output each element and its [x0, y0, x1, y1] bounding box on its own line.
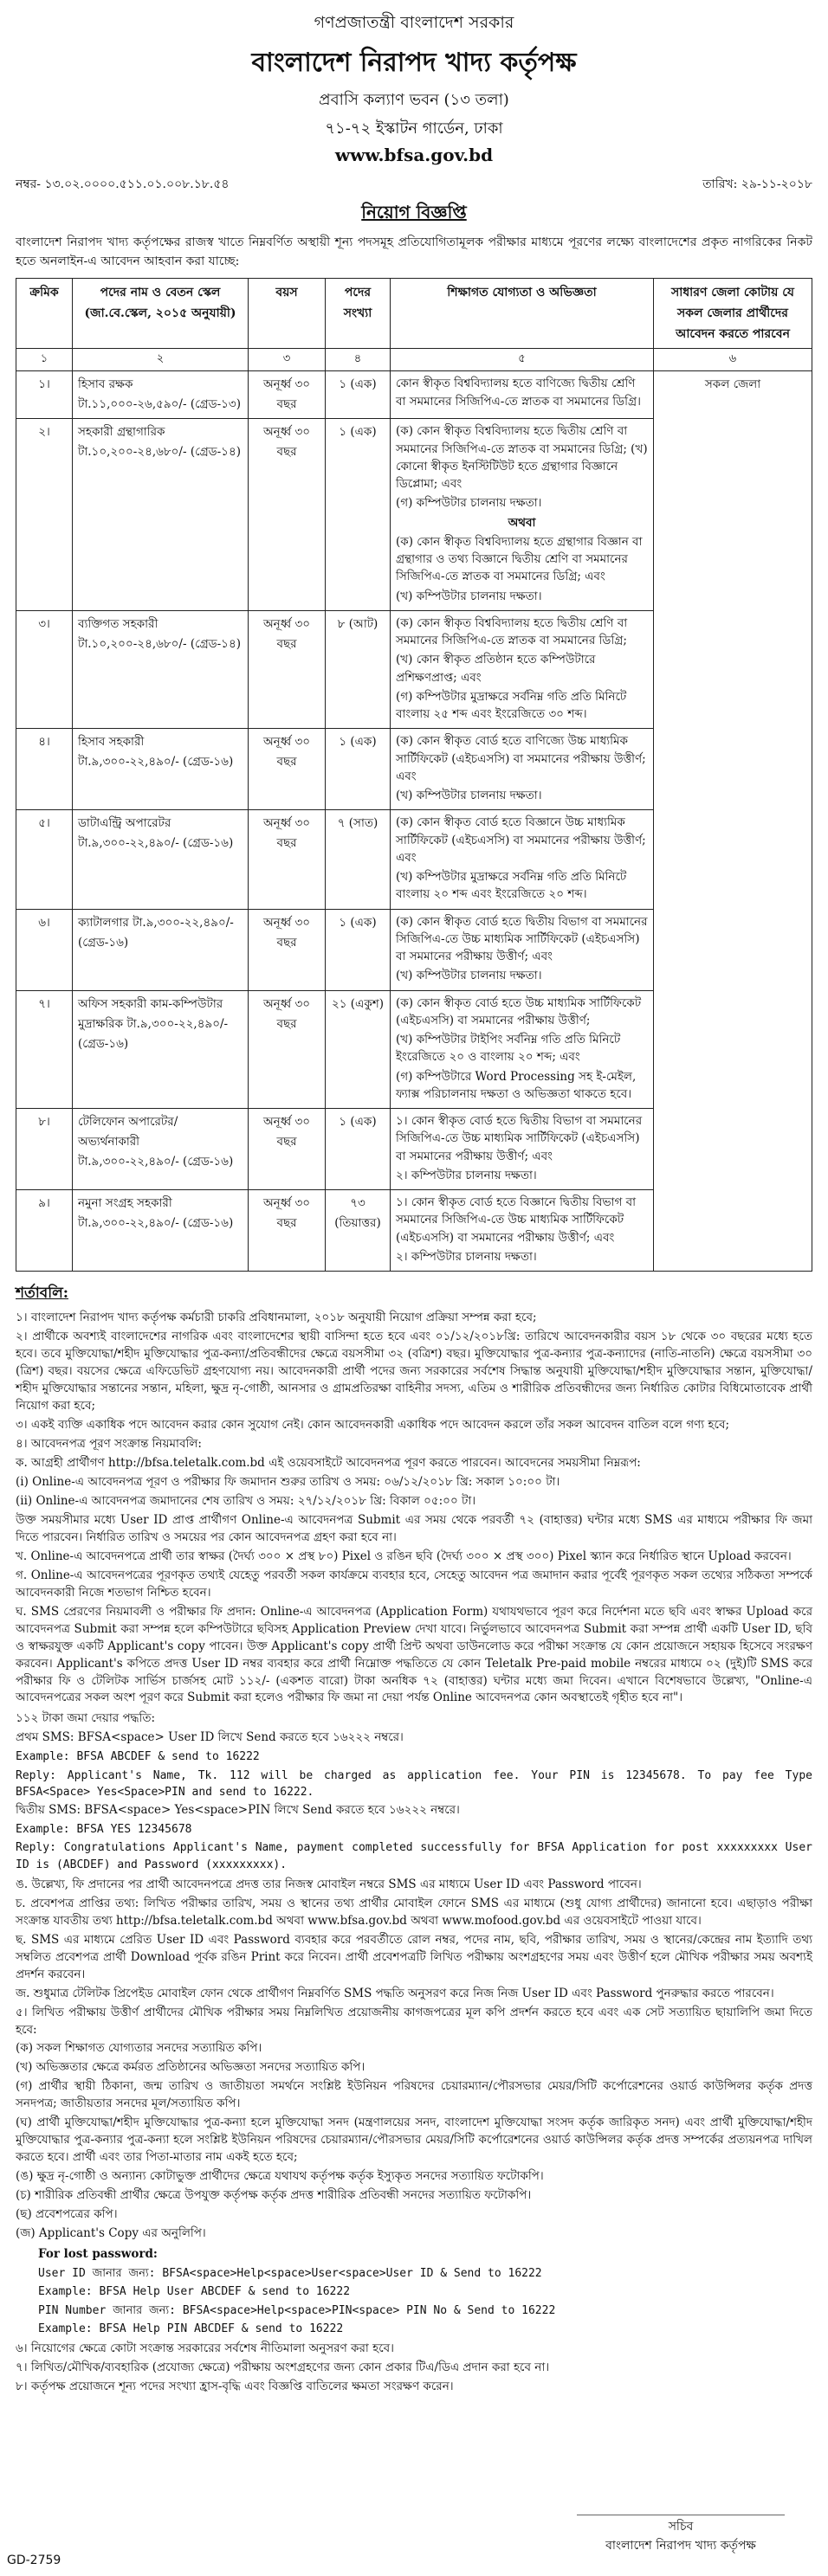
qualification-line: (গ) কম্পিউটারে Word Processing সহ ই-মেইল, ফ্যাক্স পরিচালনায় দক্ষতা ও অভিজ্ঞতা থাকতে হবে।	[396, 1069, 637, 1101]
age-cell: অনূর্ধ্ব ৩০ বছর	[249, 1190, 326, 1272]
serial-cell: ৫।	[16, 810, 73, 909]
post-cell: নমুনা সংগ্রহ সহকারী টা.৯,৩০০-২২,৪৯০/- (গ্রেড-১৬)	[73, 1190, 249, 1272]
qualification-line: (খ) কম্পিউটার মুদ্রাক্ষরে সর্বনিম্ন গতি প্রতি মিনিটে বাংলায় ২০ শব্দ এবং ইংরেজিতে ২০ শব্দ।	[396, 870, 627, 902]
qualification-line: (গ) কম্পিউটার চালনায় দক্ষতা।	[396, 496, 542, 511]
signatory-organization: বাংলাদেশ নিরাপদ খাদ্য কর্তৃপক্ষ	[605, 2539, 756, 2553]
serial-cell: ৯।	[16, 1190, 73, 1272]
age-cell: অনূর্ধ্ব ৩০ বছর	[249, 729, 326, 810]
qualification-line: (ক) কোন স্বীকৃত বিশ্ববিদ্যালয় হতে গ্রন্থাগার বিজ্ঞান বা গ্রন্থাগার ও তথ্য বিজ্ঞানে দ্বিতীয় শ্রেণি বা সমমানের সিজিপিএ-তে স্নাতক বা সমমানের ডিগ্রি; এবং	[396, 534, 643, 584]
condition-item: খ. Online-এ আবেদনপত্রে প্রার্থী তার স্বাক্ষর (দৈর্ঘ্য ৩০০ × প্রস্থ ৮০) Pixel ও রঙিন ছবি (দৈর্ঘ্য ৩০০ × প্রস্থ ৩০০) Pixel স্ক্যান করে নির্ধারিত স্থানে Upload করবেন।	[16, 1549, 792, 1563]
conditions-title: শর্তাবলি:	[16, 1285, 69, 1303]
condition-item: (ঘ) প্রার্থী মুক্তিযোদ্ধা/শহীদ মুক্তিযোদ্ধার পুত্র-কন্যা হলে মুক্তিযোদ্ধা সনদ (মন্ত্রণালয়ের সনদ, বাংলাদেশ মুক্তিযোদ্ধা সংসদ কর্তৃক জারিকৃত সনদ) এবং প্রার্থী মুক্তিযোদ্ধা/শহীদ মুক্তিযোদ্ধার পুত্র-কন্যার পুত্র-কন্যা হলে সংশ্লিষ্ট ইউনিয়ন পরিষদের চেয়ারম্যান/পৌরসভার মেয়র/সিটি কর্পোরেশনের ওয়ার্ড কাউন্সিলর কর্তৃক প্রদত্ত সম্পর্কের প্রত্যয়নপত্র দাখিল করতে হবে। প্রার্থী এবং তার পিতা-মাতার নাম একই হতে হবে;	[16, 2116, 812, 2165]
qualification-line: (ক) কোন স্বীকৃত বিশ্ববিদ্যালয় হতে দ্বিতীয় শ্রেণি বা সমমানের সিজিপিএ-তে স্নাতক বা সমমানের ডিগ্রি;	[396, 615, 628, 648]
condition-item: উক্ত সময়সীমার মধ্যে User ID প্রাপ্ত প্রার্থীগণ Online-এ আবেদনপত্র Submit এর সময় থেকে পরবর্তী ৭২ (বাহাত্তর) ঘন্টার মধ্যে SMS এর মাধ্যমে পরীক্ষার ফি জমা দিতে পারবেন। নির্ধারিত তারিখ ও সময়ের পর কোন আবেদনপত্র গ্রহণ করা হবে না।	[16, 1512, 812, 1544]
sms-first-example: Example: BFSA ABCDEF & send to 16222	[16, 1750, 260, 1764]
age-cell: অনূর্ধ্ব ৩০ বছর	[249, 419, 326, 611]
lost-password-block	[16, 2246, 812, 2337]
memo-row	[16, 174, 812, 195]
lost-pin-instruction: PIN Number জানার জন্য: BFSA<space>Help<space>PIN<space> PIN No & Send to 16222	[38, 2303, 556, 2317]
government-name: গণপ্রজাতন্ত্রী বাংলাদেশ সরকার	[314, 13, 514, 32]
count-cell: ৭৩ (তিয়াত্তর)	[326, 1190, 391, 1272]
intro-paragraph: বাংলাদেশ নিরাপদ খাদ্য কর্তৃপক্ষের রাজস্ব খাতে নিম্নবর্ণিত অস্থায়ী শূন্য পদসমূহ প্রতিযোগিতামূলক পরীক্ষার মাধ্যমে পূরণের লক্ষ্যে বাংলাদেশের প্রকৃত নাগরিকের নিকট হতে অনলাইন-এ আবেদন আহবান করা যাচ্ছে:	[16, 235, 812, 268]
condition-item: ১। বাংলাদেশ নিরাপদ খাদ্য কর্তৃপক্ষ কর্মচারী চাকরি প্রবিধানমালা, ২০১৮ অনুযায়ী নিয়োগ প্রক্রিয়া সম্পন্ন করা হবে;	[16, 1311, 537, 1325]
serial-cell: ৬।	[16, 909, 73, 990]
sms-fee-note: ১১২ টাকা জমা দেয়ার পদ্ধতি:	[16, 1711, 156, 1726]
sms-second-label: দ্বিতীয় SMS: BFSA<space> Yes<space>PIN লিখে Send করতে হবে ১৬২২২ নম্বরে।	[16, 1803, 460, 1818]
conditions-list-final	[16, 2341, 812, 2396]
serial-cell: ৩।	[16, 610, 73, 729]
post-cell: টেলিফোন অপারেটর/ অভ্যর্থনাকারী টা.৯,৩০০-২২,৪৯০/- (গ্রেড-১৬)	[73, 1109, 249, 1190]
post-cell: হিসাব রক্ষক টা.১১,০০০-২৬,৫৯০/- (গ্রেড-১৩)	[73, 371, 249, 419]
condition-item: ৪। আবেদনপত্র পূরণ সংক্রান্ত নিয়মাবলি:	[16, 1436, 202, 1451]
qualification-line: (খ) কম্পিউটার টাইপিং সর্বনিম্ন গতি প্রতি মিনিটে ইংরেজিতে ২০ ও বাংলায় ২০ শব্দ; এবং	[396, 1033, 621, 1065]
qualification-cell	[391, 990, 654, 1109]
count-cell: ১ (এক)	[326, 1109, 391, 1190]
condition-item: ২। প্রার্থীকে অবশ্যই বাংলাদেশের নাগরিক এবং বাংলাদেশের স্থায়ী বাসিন্দা হতে হবে এবং ০১/১২/২০১৮খ্রি: তারিখে আবেদনকারীর বয়স ১৮ থেকে ৩০ বছরের মধ্যে হতে হবে। তবে মুক্তিযোদ্ধা/শহীদ মুক্তিযোদ্ধার পুত্র-কন্যা/প্রতিবন্ধীদের ক্ষেত্রে বয়সসীমা ৩২ (বত্রিশ) বছর। মুক্তিযোদ্ধার পুত্র-কন্যার পুত্র-কন্যাদের (নাতি-নাতনি) ক্ষেত্রে বয়সসীমা ৩০ (ত্রিশ) বছর। বয়সের ক্ষেত্রে এফিডেভিট গ্রহণযোগ্য নয়। আবেদনকারী প্রার্থী পদের জন্য সরকারের সর্বশেষ সিদ্ধান্ত অনুযায়ী মুক্তিযোদ্ধা/শহীদ মুক্তিযোদ্ধার সন্তান, মুক্তিযোদ্ধা/শহীদ মুক্তিযোদ্ধার সন্তানের সন্তান, মহিলা, ক্ষুদ্র নৃ-গোষ্ঠী, আনসার ও গ্রামপ্রতিরক্ষা বাহিনীর সদস্য, এতিম ও শারীরিক প্রতিবন্ধীদের জন্য নির্ধারিত কোটার বিধিমোতাবেক প্রার্থী নিয়োগ করা হবে;	[16, 1330, 812, 1413]
post-cell: সহকারী গ্রন্থাগারিক টা.১০,২০০-২৪,৬৮০/- (গ্রেড-১৪)	[73, 419, 249, 611]
table-row	[16, 371, 812, 419]
column-number: ৪	[326, 349, 391, 371]
condition-item: (ছ) প্রবেশপত্রের কপি।	[16, 2207, 118, 2222]
qualification-cell	[391, 371, 654, 419]
sms-second-example: Example: BFSA YES 12345678	[16, 1823, 192, 1837]
condition-item: চ. প্রবেশপত্র প্রাপ্তির তথ্য: লিখিত পরীক্ষার তারিখ, সময় ও স্থানের তথ্য প্রার্থীর মোবাইল ফোনে SMS এর মাধ্যমে (শুধু যোগ্য প্রার্থীদের) জানানো হবে। এছাড়াও পরীক্ষা সংক্রান্ত যাবতীয় তথ্য http://bfsa.teletalk.com.bd অথবা www.bfsa.gov.bd অথবা www.mofood.gov.bd এর ওয়েবসাইটে পাওয়া যাবে।	[16, 1896, 812, 1928]
lost-user-id-instruction: User ID জানার জন্য: BFSA<space>Help<space>User<space>User ID & Send to 16222	[38, 2267, 542, 2281]
qualification-line: ১। কোন স্বীকৃত বোর্ড হতে বিজ্ঞানে দ্বিতীয় বিভাগ বা সমমানের সিজিপিএ-তে উচ্চ মাধ্যমিক সার্টিফিকেট (এইচএসসি) বা সমমানের পরীক্ষায় উত্তীর্ণ; এবং	[396, 1195, 637, 1245]
condition-item: ৭। লিখিত/মৌখিক/ব্যবহারিক (প্রযোজ্য ক্ষেত্রে) পরীক্ষায় অংশগ্রহণের জন্য কোন প্রকার টিএ/ডিএ প্রদান করা হবে না।	[16, 2360, 550, 2374]
qualification-line: (গ) কম্পিউটার মুদ্রাক্ষরে সর্বনিম্ন গতি প্রতি মিনিটে বাংলায় ২৫ শব্দ এবং ইংরেজিতে ৩০ শব্দ।	[396, 689, 627, 722]
qualification-cell	[391, 610, 654, 729]
qualification-line: (খ) কম্পিউটার চালনায় দক্ষতা।	[396, 789, 542, 803]
condition-item: ক. আগ্রহী প্রার্থীগণ http://bfsa.teletalk.com.bd এই ওয়েবসাইটে আবেদনপত্র পূরণ করতে পারবেন। আবেদনের সময়সীমা নিম্নরূপ:	[16, 1455, 641, 1470]
memo-date: তারিখ: ২৯-১১-২০১৮	[702, 177, 812, 191]
condition-item: (জ) Applicant's Copy এর অনুলিপি।	[16, 2226, 206, 2241]
lost-user-id-example: Example: BFSA Help User ABCDEF & send to 16222	[38, 2285, 351, 2299]
serial-cell: ১।	[16, 371, 73, 419]
column-number: ৬	[654, 349, 812, 371]
conditions-list	[16, 1310, 812, 1707]
condition-item: (ii) Online-এ আবেদনপত্র জমাদানের শেষ তারিখ ও সময়: ২৭/১২/২০১৮ খ্রি: বিকাল ০৫:০০ টা।	[16, 1493, 476, 1508]
qualification-line: (খ) কোন স্বীকৃত প্রতিষ্ঠান হতে কম্পিউটারে প্রশিক্ষণপ্রাপ্ত; এবং	[396, 653, 596, 685]
count-cell: ৭ (সাত)	[326, 810, 391, 909]
district-cell: সকল জেলা	[654, 371, 812, 1272]
sms-instructions	[16, 1710, 812, 1872]
condition-item: ঘ. SMS প্রেরণের নিয়মাবলী ও পরীক্ষার ফি প্রদান: Online-এ আবেদনপত্র (Application Form) যথাযথভাবে পূরণ করে নির্দেশনা মতে ছবি এবং স্বাক্ষর Upload করে আবেদনপত্র Submit করা সম্পন্ন হলে কম্পিউটারে ছবিসহ Application Preview দেখা যাবে। নির্ভুলভাবে আবেদনপত্র Submit করা সম্পন্ন প্রার্থী একটি User ID, ছবি ও স্বাক্ষরযুক্ত একটি Applicant's copy পাবেন। উক্ত Applicant's copy প্রার্থী প্রিন্ট অথবা ডাউনলোড করে পরীক্ষা সংক্রান্ত যে কোন প্রয়োজনে সহায়ক হিসেবে সংরক্ষণ করবেন। Applicant's কপিতে প্রদত্ত User ID নম্বর ব্যবহার করে প্রার্থী নিম্নোক্ত পদ্ধতিতে যে কোন Teletalk Pre-paid mobile নম্বরের মাধ্যমে ০২ (দুই)টি SMS করে পরীক্ষার ফি ও টেলিটক সার্ভিস চার্জসহ মোট ১১২/- (একশত বারো) টাকা অনধিক ৭২ (বাহাত্তর) ঘন্টার মধ্যে জমা দিবেন। এখানে বিশেষভাবে উল্লেখ্য, "Online-এ আবেদনপত্রের সকল অংশ পূরণ করে Submit করা হলেও পরীক্ষার ফি জমা না দেয়া পর্যন্ত Online আবেদনপত্র কোন অবস্থাতেই গৃহীত হবে না"।	[16, 1604, 812, 1705]
organization-name: বাংলাদেশ নিরাপদ খাদ্য কর্তৃপক্ষ	[251, 48, 577, 78]
condition-item: (ঙ) ক্ষুদ্র নৃ-গোষ্ঠী ও অন্যান্য কোটাভুক্ত প্রার্থীদের ক্ষেত্রে যথাযথ কর্তৃপক্ষ কর্তৃক ইস্যুকৃত সনদের সত্যায়িত ফটোকপি।	[16, 2169, 544, 2184]
column-header: পদের সংখ্যা	[326, 279, 391, 349]
sms-reply-2: Reply: Congratulations Applicant's Name, payment completed successfully for BFSA Application for post xxxxxxxxx User ID is (ABCDEF) and Password (xxxxxxxxx).	[16, 1841, 812, 1871]
qualification-line: (খ) কম্পিউটার চালনায় দক্ষতা।	[396, 589, 542, 603]
age-cell: অনূর্ধ্ব ৩০ বছর	[249, 610, 326, 729]
qualification-line: ২। কম্পিউটার চালনায় দক্ষতা।	[396, 1249, 537, 1264]
serial-cell: ৪।	[16, 729, 73, 810]
sms-reply-1: Reply: Applicant's Name, Tk. 112 will be charged as application fee. Your PIN is 12345678. To pay fee Type BFSA<Space> Yes<Space>PIN and send to 16222.	[16, 1768, 812, 1799]
letterhead	[16, 10, 812, 165]
column-number-row	[16, 349, 812, 371]
age-cell: অনূর্ধ্ব ৩০ বছর	[249, 371, 326, 419]
qualification-cell	[391, 1190, 654, 1272]
condition-item: (গ) প্রার্থীর স্থায়ী ঠিকানা, জন্ম তারিখ ও জাতীয়তা সমর্থনে সংশ্লিষ্ট ইউনিয়ন পরিষদের চেয়ারম্যান/পৌরসভার মেয়র/সিটি কর্পোরেশনের ওয়ার্ড কাউন্সিলর কর্তৃক প্রদত্ত সনদপত্র; জাতীয়তার সনদের মূল/সত্যায়িত কপি।	[16, 2079, 812, 2111]
qualification-line: (ক) কোন স্বীকৃত বিশ্ববিদ্যালয় হতে দ্বিতীয় শ্রেণি বা সমমানের সিজিপিএ-তে স্নাতক বা সমমানের ডিগ্রি; (খ) কোনো স্বীকৃত ইনস্টিটিউট হতে গ্রন্থাগার বিজ্ঞানে ডিপ্লোমা; এবং	[396, 424, 648, 492]
column-number: ২	[73, 349, 249, 371]
lost-password-title: For lost password:	[38, 2247, 158, 2262]
age-cell: অনূর্ধ্ব ৩০ বছর	[249, 990, 326, 1109]
serial-cell: ৮।	[16, 1109, 73, 1190]
column-number: ৫	[391, 349, 654, 371]
column-header: পদের নাম ও বেতন স্কেল (জা.বে.স্কেল, ২০১৫ অনুযায়ী)	[73, 279, 249, 349]
serial-cell: ৭।	[16, 990, 73, 1109]
condition-item: (ক) সকল শিক্ষাগত যোগ্যতার সনদের সত্যায়িত কপি।	[16, 2041, 262, 2056]
lost-pin-example: Example: BFSA Help PIN ABCDEF & send to 16222	[38, 2322, 344, 2335]
age-cell: অনূর্ধ্ব ৩০ বছর	[249, 810, 326, 909]
condition-item: ঙ. উল্লেখ্য, ফি প্রদানের পর প্রার্থী আবেদনপত্রে প্রদত্ত তার নিজস্ব মোবাইল নম্বরে SMS এর মাধ্যমে User ID এবং Password পাবেন।	[16, 1877, 642, 1891]
column-header: শিক্ষাগত যোগ্যতা ও অভিজ্ঞতা	[391, 279, 654, 349]
column-number: ১	[16, 349, 73, 371]
vacancy-table-body	[16, 371, 812, 1272]
column-header: বয়স	[249, 279, 326, 349]
footer-code: GD-2759	[7, 2553, 61, 2567]
website-link[interactable]: www.bfsa.gov.bd	[334, 145, 494, 165]
qualification-cell	[391, 419, 654, 611]
column-number: ৩	[249, 349, 326, 371]
circular-title: নিয়োগ বিজ্ঞপ্তি	[361, 202, 467, 222]
post-cell: ক্যাটালগার টা.৯,৩০০-২২,৪৯০/- (গ্রেড-১৬)	[73, 909, 249, 990]
qualification-line: (ক) কোন স্বীকৃত বোর্ড হতে বিজ্ঞানে উচ্চ মাধ্যমিক সার্টিফিকেট (এইচএসসি) বা সমমানের পরীক্ষায় উত্তীর্ণ; এবং	[396, 815, 646, 865]
signatory-title: সচিব	[668, 2520, 694, 2534]
post-cell: অফিস সহকারী কাম-কম্পিউটার মুদ্রাক্ষরিক টা.৯,৩০০-২২,৪৯০/- (গ্রেড-১৬)	[73, 990, 249, 1109]
qualification-cell	[391, 1109, 654, 1190]
count-cell: ১ (এক)	[326, 419, 391, 611]
age-cell: অনূর্ধ্ব ৩০ বছর	[249, 909, 326, 990]
qualification-line: (ক) কোন স্বীকৃত বোর্ড হতে উচ্চ মাধ্যমিক সার্টিফিকেট (এইচএসসি) বা সমমানের পরীক্ষায় উত্তীর্ণ;	[396, 995, 642, 1027]
condition-item: ছ. SMS এর মাধ্যমে প্রেরিত User ID এবং Password ব্যবহার করে পরবর্তীতে রোল নম্বর, পদের নাম, ছবি, পরীক্ষার তারিখ, সময় ও স্থানের/কেন্দ্রের নাম ইত্যাদি তথ্য সম্বলিত প্রবেশপত্র প্রার্থী Download পূর্বক রঙিন Print করে নিবেন। প্রার্থী প্রবেশপত্রটি লিখিত পরীক্ষায় অংশগ্রহণের সময় এবং উত্তীর্ণ হলে মৌখিক পরীক্ষার সময় অবশ্যই প্রদর্শন করবেন।	[16, 1932, 812, 1981]
condition-item: গ. Online-এ আবেদনপত্রের পূরণকৃত তথ্যই যেহেতু পরবর্তী সকল কার্যক্রমে ব্যবহার হবে, সেহেতু আবেদন পত্র জমাদান করার পূর্বেই পূরণকৃত সকল তথ্যের সঠিকতা সম্পর্কে আবেদনকারী নিজে শতভাগ নিশ্চিত হবেন।	[16, 1568, 812, 1600]
age-cell: অনূর্ধ্ব ৩০ বছর	[249, 1109, 326, 1190]
serial-cell: ২।	[16, 419, 73, 611]
count-cell: ১ (এক)	[326, 909, 391, 990]
condition-item: ৫। লিখিত পরীক্ষায় উত্তীর্ণ প্রার্থীদের মৌখিক পরীক্ষার সময় নিম্নলিখিত প্রয়োজনীয় কাগজপত্রের মূল কপি প্রদর্শন করতে হবে এবং এক সেট সত্যায়িত ছায়ালিপি জমা দিতে হবে:	[16, 2005, 812, 2037]
count-cell: ১ (এক)	[326, 729, 391, 810]
qualification-cell	[391, 810, 654, 909]
condition-item: (i) Online-এ আবেদনপত্র পূরণ ও পরীক্ষার ফি জমাদান শুরুর তারিখ ও সময়: ০৬/১২/২০১৮ খ্রি: সকাল ১০:০০ টা।	[16, 1474, 560, 1489]
condition-item: ৩। একই ব্যক্তি একাধিক পদে আবেদন করার কোন সুযোগ নেই। কোন আবেদনকারী একাধিক পদে আবেদন করলে তাঁর সকল আবেদন বাতিল বলে গণ্য হবে;	[16, 1417, 730, 1432]
qualification-line: অথবা	[508, 515, 536, 530]
post-cell: হিসাব সহকারী টা.৯,৩০০-২২,৪৯০/- (গ্রেড-১৬)	[73, 729, 249, 810]
conditions-list-continued	[16, 1877, 812, 2243]
building-name: প্রবাসি কল্যাণ ভবন (১৩ তলা)	[319, 91, 509, 109]
qualification-line: ২। কম্পিউটার চালনায় দক্ষতা।	[396, 1168, 537, 1182]
condition-item: জ. শুধুমাত্র টেলিটক প্রিপেইড মোবাইল ফোন থেকে প্রার্থীগণ নিম্নবর্ণিত SMS পদ্ধতি অনুসরণ করে নিজ নিজ User ID এবং Password পুনরুদ্ধার করতে পারবেন।	[16, 1986, 774, 2000]
sms-first-label: প্রথম SMS: BFSA<space> User ID লিখে Send করতে হবে ১৬২২২ নম্বরে।	[16, 1730, 404, 1745]
count-cell: ৮ (আট)	[326, 610, 391, 729]
office-address: ৭১-৭২ ইস্কাটন গার্ডেন, ঢাকা	[325, 119, 503, 138]
table-header-row	[16, 279, 812, 349]
column-header: সাধারণ জেলা কোটায় যে সকল জেলার প্রার্থীদের আবেদন করতে পারবেন	[654, 279, 812, 349]
qualification-cell	[391, 729, 654, 810]
qualification-cell	[391, 909, 654, 990]
qualification-line: ১। কোন স্বীকৃত বোর্ড হতে দ্বিতীয় বিভাগ বা সমমানের সিজিপিএ-তে উচ্চ মাধ্যমিক সার্টিফিকেট (এইচএসসি) বা সমমানের পরীক্ষায় উত্তীর্ণ; এবং	[396, 1114, 643, 1163]
post-cell: ব্যক্তিগত সহকারী টা.১০,২০০-২৪,৬৮০/- (গ্রেড-১৪)	[73, 610, 249, 729]
count-cell: ২১ (একুশ)	[326, 990, 391, 1109]
qualification-line: (ক) কোন স্বীকৃত বোর্ড হতে দ্বিতীয় বিভাগ বা সমমানের সিজিপিএ-তে উচ্চ মাধ্যমিক সার্টিফিকেট (এইচএসসি) বা সমমানের পরীক্ষায় উত্তীর্ণ; এবং	[396, 914, 648, 964]
condition-item: ৬। নিয়োগের ক্ষেত্রে কোটা সংক্রান্ত সরকারের সর্বশেষ নীতিমালা অনুসরণ করা হবে।	[16, 2341, 394, 2356]
qualification-line: (ক) কোন স্বীকৃত বোর্ড হতে বাণিজ্যে উচ্চ মাধ্যমিক সার্টিফিকেট (এইচএসসি) বা সমমানের পরীক্ষায় উত্তীর্ণ; এবং	[396, 734, 646, 783]
vacancy-table	[16, 278, 812, 1272]
post-cell: ডাটাএন্ট্রি অপারেটর টা.৯,৩০০-২২,৪৯০/- (গ্রেড-১৬)	[73, 810, 249, 909]
condition-item: (চ) শারীরিক প্রতিবন্ধী প্রার্থীর ক্ষেত্রে উপযুক্ত কর্তৃপক্ষ কর্তৃক প্রদত্ত শারীরিক প্রতিবন্ধী সনদের সত্যায়িত ফটোকপি।	[16, 2188, 532, 2203]
count-cell: ১ (এক)	[326, 371, 391, 419]
condition-item: (খ) অভিজ্ঞতার ক্ষেত্রে কর্মরত প্রতিষ্ঠানের অভিজ্ঞতা সনদের সত্যায়িত কপি।	[16, 2060, 365, 2075]
column-header: ক্রমিক	[16, 279, 73, 349]
qualification-line: কোন স্বীকৃত বিশ্ববিদ্যালয় হতে বাণিজ্যে দ্বিতীয় শ্রেণি বা সমমানের সিজিপিএ-তে স্নাতক বা সমমানের ডিগ্রি।	[396, 377, 641, 409]
circular-page	[16, 7, 812, 2398]
memo-number: নম্বর- ১৩.০২.০০০০.৫১১.০১.০০৮.১৮.৫৪	[16, 177, 230, 191]
condition-item: ৮। কর্তৃপক্ষ প্রয়োজনে শূন্য পদের সংখ্যা হ্রাস-বৃদ্ধি এবং বিজ্ঞপ্তি বাতিলের ক্ষমতা সংরক্ষণ করেন।	[16, 2379, 454, 2393]
signature-block	[568, 2515, 793, 2556]
qualification-line: (খ) কম্পিউটার চালনায় দক্ষতা।	[396, 969, 542, 983]
